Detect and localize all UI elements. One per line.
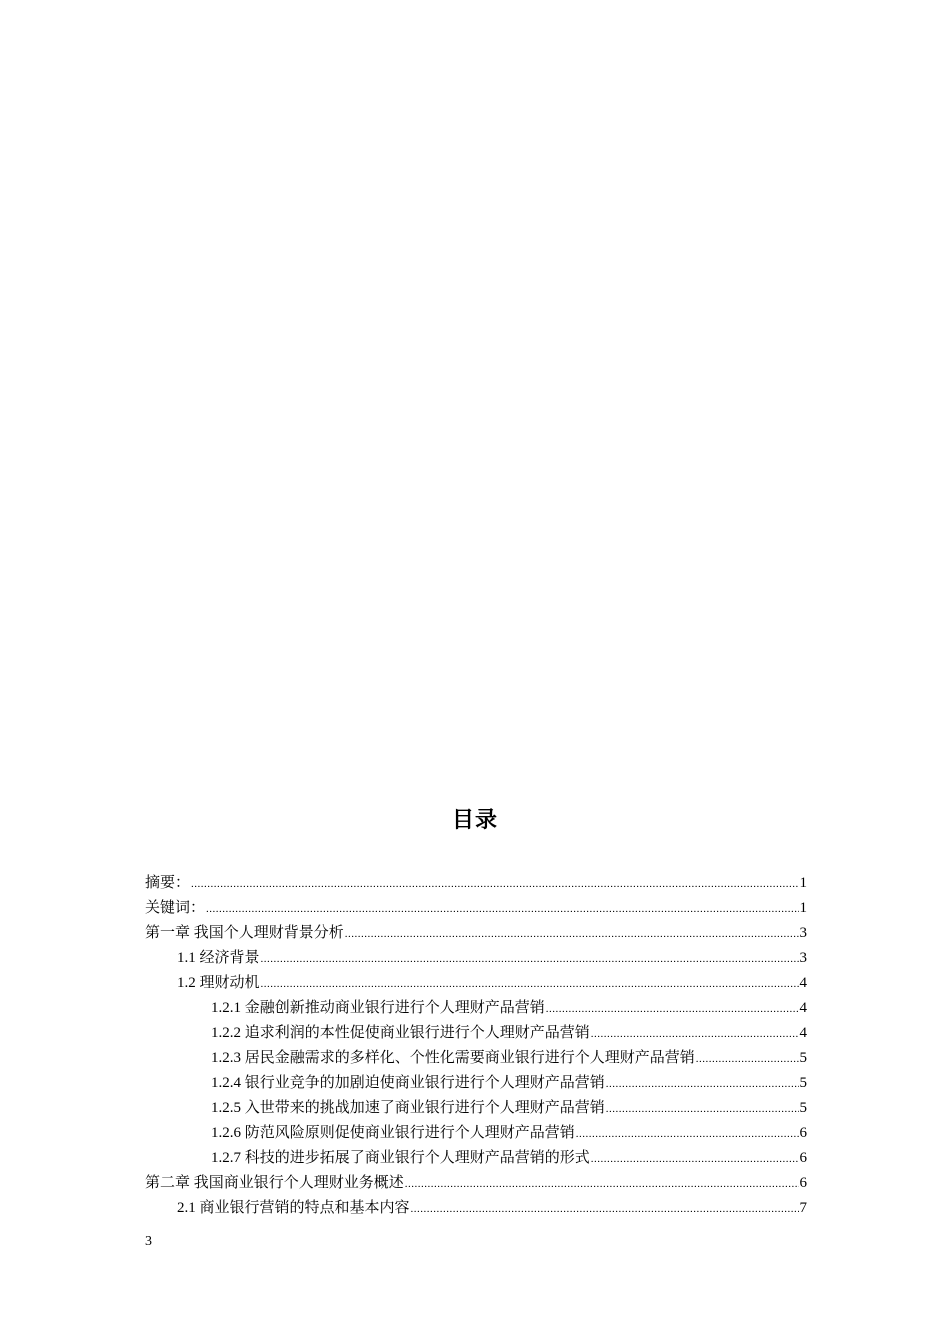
toc-dot-leader [606, 1097, 799, 1122]
toc-entry-page: 1 [799, 900, 807, 916]
toc-entry-label: 1.2.5 入世带来的挑战加速了商业银行进行个人理财产品营销 [211, 1100, 605, 1116]
toc-entry-label: 1.2.2 追求利润的本性促使商业银行进行个人理财产品营销 [211, 1025, 590, 1041]
toc-entry-page: 5 [799, 1075, 807, 1091]
toc-entry-1-2-1[interactable] [145, 996, 807, 1021]
toc-entry-page: 6 [799, 1175, 807, 1191]
toc-dot-leader [696, 1047, 799, 1072]
toc-entry-label: 1.2 理财动机 [177, 975, 260, 991]
toc-dot-leader [261, 972, 799, 997]
toc-entry-page: 3 [799, 925, 807, 941]
toc-entry-label: 第一章 我国个人理财背景分析 [145, 925, 344, 941]
toc-dot-leader [411, 1197, 799, 1222]
toc-entry-page: 6 [799, 1125, 807, 1141]
toc-dot-leader [345, 922, 799, 947]
toc-dot-leader [546, 997, 799, 1022]
toc-entry-1-2-5[interactable] [145, 1096, 807, 1121]
toc-entry-label: 1.2.3 居民金融需求的多样化、个性化需要商业银行进行个人理财产品营销 [211, 1050, 695, 1066]
toc-dot-leader [576, 1122, 799, 1147]
toc-entry-1-2-6[interactable] [145, 1121, 807, 1146]
toc-entry-page: 1 [799, 875, 807, 891]
toc-dot-leader [606, 1072, 799, 1097]
toc-entry-label: 2.1 商业银行营销的特点和基本内容 [177, 1200, 410, 1216]
toc-entry-page: 5 [799, 1050, 807, 1066]
toc-entry-page: 4 [799, 975, 807, 991]
toc-entry-1-2-4[interactable] [145, 1071, 807, 1096]
table-of-contents [145, 871, 807, 1221]
toc-dot-leader [206, 897, 798, 922]
toc-entry-1-2-2[interactable] [145, 1021, 807, 1046]
toc-dot-leader [405, 1172, 799, 1197]
toc-dot-leader [191, 872, 798, 897]
toc-entry-chapter-1[interactable] [145, 921, 807, 946]
toc-entry-page: 3 [799, 950, 807, 966]
toc-entry-label: 1.2.6 防范风险原则促使商业银行进行个人理财产品营销 [211, 1125, 575, 1141]
toc-entry-label: 1.2.7 科技的进步拓展了商业银行个人理财产品营销的形式 [211, 1150, 590, 1166]
toc-entry-abstract[interactable] [145, 871, 807, 896]
toc-entry-chapter-2[interactable] [145, 1171, 807, 1196]
toc-entry-label: 1.2.4 银行业竞争的加剧迫使商业银行进行个人理财产品营销 [211, 1075, 605, 1091]
toc-entry-keywords[interactable] [145, 896, 807, 921]
toc-entry-1-2[interactable] [145, 971, 807, 996]
toc-entry-label: 1.1 经济背景 [177, 950, 260, 966]
toc-entry-1-2-3[interactable] [145, 1046, 807, 1071]
toc-dot-leader [591, 1022, 799, 1047]
footer-page-number: 3 [145, 1234, 152, 1249]
toc-entry-page: 7 [799, 1200, 807, 1216]
toc-dot-leader [591, 1147, 799, 1172]
toc-entry-page: 4 [799, 1000, 807, 1016]
toc-entry-1-2-7[interactable] [145, 1146, 807, 1171]
toc-dot-leader [261, 947, 799, 972]
toc-entry-1-1[interactable] [145, 946, 807, 971]
toc-entry-page: 6 [799, 1150, 807, 1166]
toc-title: 目录 [451, 808, 498, 833]
toc-entry-label: 第二章 我国商业银行个人理财业务概述 [145, 1175, 404, 1191]
toc-entry-page: 5 [799, 1100, 807, 1116]
toc-entry-page: 4 [799, 1025, 807, 1041]
toc-entry-label: 关键词： [145, 900, 206, 916]
toc-entry-2-1[interactable] [145, 1196, 807, 1221]
toc-entry-label: 摘要： [145, 875, 191, 891]
toc-entry-label: 1.2.1 金融创新推动商业银行进行个人理财产品营销 [211, 1000, 545, 1016]
